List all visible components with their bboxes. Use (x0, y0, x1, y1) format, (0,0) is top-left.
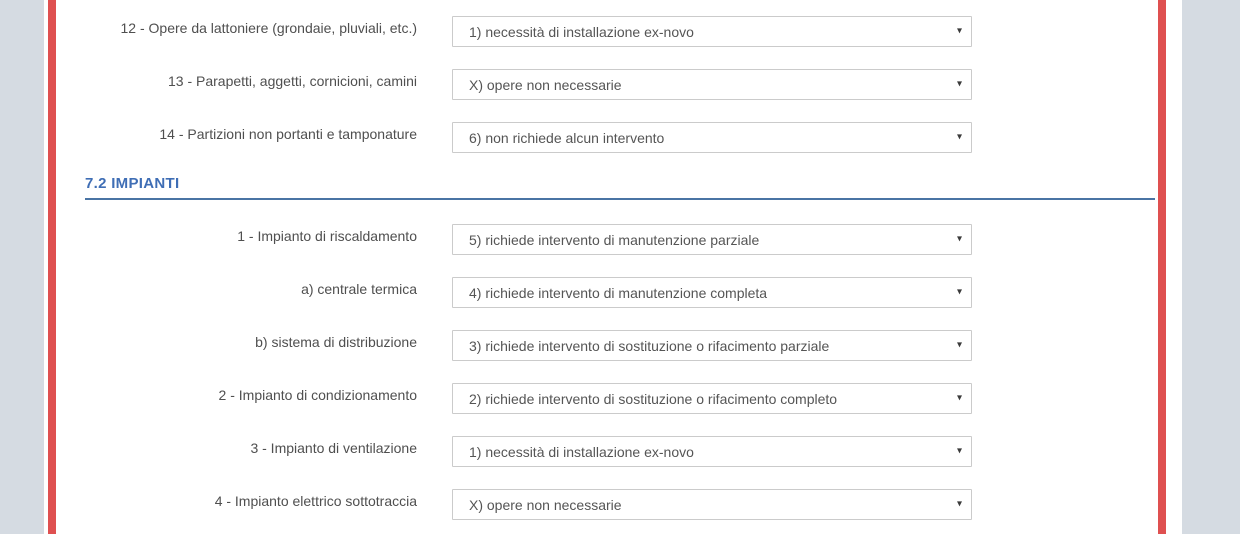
form-row-impianto-riscaldamento (56, 224, 1158, 255)
select-centrale-termica[interactable] (452, 277, 972, 308)
select-impianto-ventilazione[interactable] (452, 436, 972, 467)
form-row-centrale-termica (56, 277, 1158, 308)
select-value: 1) necessità di installazione ex-novo (469, 23, 694, 40)
select-impianto-condizionamento[interactable] (452, 383, 972, 414)
form-row-parapetti (56, 69, 1158, 100)
field-label: 3 - Impianto di ventilazione (250, 440, 417, 456)
select-value: 5) richiede intervento di manutenzione parziale (469, 231, 760, 248)
select-value: 2) richiede intervento di sostituzione o rifacimento completo (469, 390, 838, 407)
dropdown-arrow-icon: ▾ (956, 392, 962, 404)
select-value: X) opere non necessarie (469, 496, 622, 513)
form-row-sistema-distribuzione (56, 330, 1158, 361)
field-label: a) centrale termica (301, 281, 417, 297)
select-value: 3) richiede intervento di sostituzione o rifacimento parziale (469, 337, 830, 354)
field-label: 13 - Parapetti, aggetti, cornicioni, camini (167, 73, 417, 89)
form-row-impianto-elettrico (56, 489, 1158, 520)
select-partizioni[interactable] (452, 122, 972, 153)
section-title: 7.2 IMPIANTI (85, 175, 180, 192)
field-label: 4 - Impianto elettrico sottotraccia (214, 493, 417, 509)
page-border-right (1158, 0, 1166, 534)
dropdown-arrow-icon: ▾ (956, 445, 962, 457)
form-row-impianto-condizionamento (56, 383, 1158, 414)
form-content (56, 0, 1158, 534)
form-row-opere-lattoniere (56, 16, 1158, 47)
section-header-impianti (85, 175, 1155, 200)
form-row-partizioni (56, 122, 1158, 153)
field-label: 14 - Partizioni non portanti e tamponature (159, 126, 417, 142)
form-row-impianto-ventilazione (56, 436, 1158, 467)
field-label: b) sistema di distribuzione (255, 334, 417, 350)
select-parapetti[interactable] (452, 69, 972, 100)
dropdown-arrow-icon: ▾ (956, 25, 962, 37)
dropdown-arrow-icon: ▾ (956, 498, 962, 510)
select-value: X) opere non necessarie (469, 76, 622, 93)
dropdown-arrow-icon: ▾ (956, 131, 962, 143)
page-border-left (48, 0, 56, 534)
select-opere-lattoniere[interactable] (452, 16, 972, 47)
dropdown-arrow-icon: ▾ (956, 286, 962, 298)
select-impianto-elettrico[interactable] (452, 489, 972, 520)
field-label: 2 - Impianto di condizionamento (218, 387, 417, 403)
select-value: 6) non richiede alcun intervento (469, 129, 665, 146)
field-label: 12 - Opere da lattoniere (grondaie, pluviali, etc.) (120, 20, 417, 36)
select-value: 1) necessità di installazione ex-novo (469, 443, 694, 460)
dropdown-arrow-icon: ▾ (956, 233, 962, 245)
select-sistema-distribuzione[interactable] (452, 330, 972, 361)
dropdown-arrow-icon: ▾ (956, 78, 962, 90)
select-impianto-riscaldamento[interactable] (452, 224, 972, 255)
dropdown-arrow-icon: ▾ (956, 339, 962, 351)
field-label: 1 - Impianto di riscaldamento (237, 228, 417, 244)
select-value: 4) richiede intervento di manutenzione completa (469, 284, 768, 301)
